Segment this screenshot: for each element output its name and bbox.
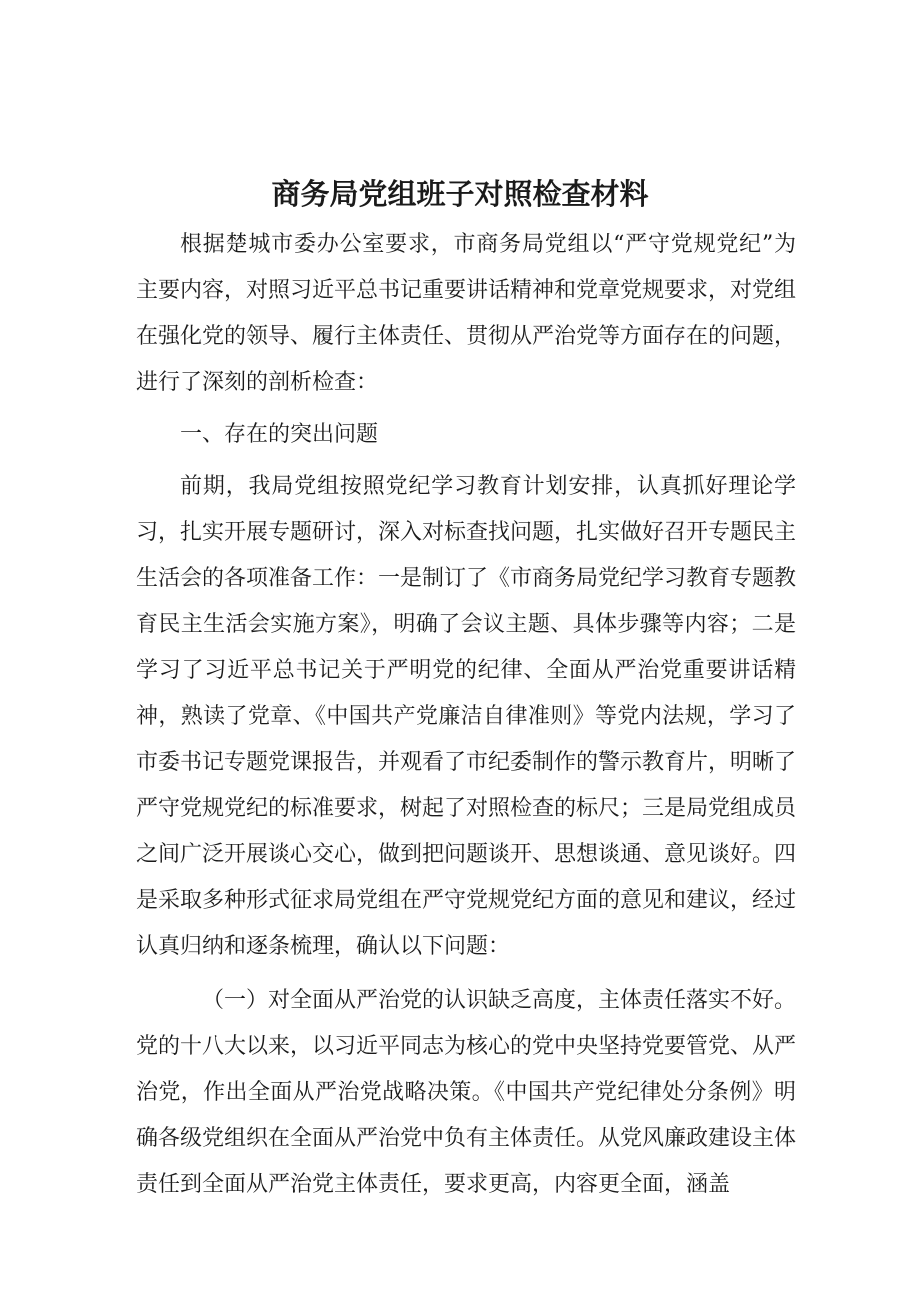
item-paragraph: （一）对全面从严治党的认识缺乏高度，主体责任落实不好。党的十八大以来，以习近平同志为核心的党中央坚持党要管党、从严治党，作出全面从严治党战略决策。《中国共产党纪律处分条例》明确各级党组织在全面从严治党中负有主体责任。从党风廉政建设主体责任到全面从严治党主体责任，要求更高，内容更全面，涵盖 xyxy=(136,988,797,1197)
intro-paragraph: 根据楚城市委办公室要求，市商务局党组以“严守党规党纪”为主要内容，对照习近平总书记重要讲话精神和党章党规要求，对党组在强化党的领导、履行主体责任、贯彻从严治党等方面存在的问题，进行了深刻的剖析检查： xyxy=(136,232,797,395)
document-body xyxy=(136,222,796,1208)
section-heading: 一、存在的突出问题 xyxy=(180,422,379,447)
document-title: 商务局党组班子对照检查材料 xyxy=(271,177,649,211)
section-paragraph: 前期，我局党组按照党纪学习教育计划安排，认真抓好理论学习，扎实开展专题研讨，深入对标查找问题，扎实做好召开专题民主生活会的各项准备工作：一是制订了《市商务局党纪学习教育专题教育民主生活会实施方案》，明确了会议主题、具体步骤等内容；二是学习了习近平总书记关于严明党的纪律、全面从严治党重要讲话精神，熟读了党章、《中国共产党廉洁自律准则》等党内法规，学习了市委书记专题党课报告，并观看了市纪委制作的警示教育片，明晰了严守党规党纪的标准要求，树起了对照检查的标尺；三是局党组成员之间广泛开展谈心交心，做到把问题谈开、思想谈通、意见谈好。四是采取多种形式征求局党组在严守党规党纪方面的意见和建议，经过认真归纳和逐条梳理，确认以下问题： xyxy=(136,474,797,959)
